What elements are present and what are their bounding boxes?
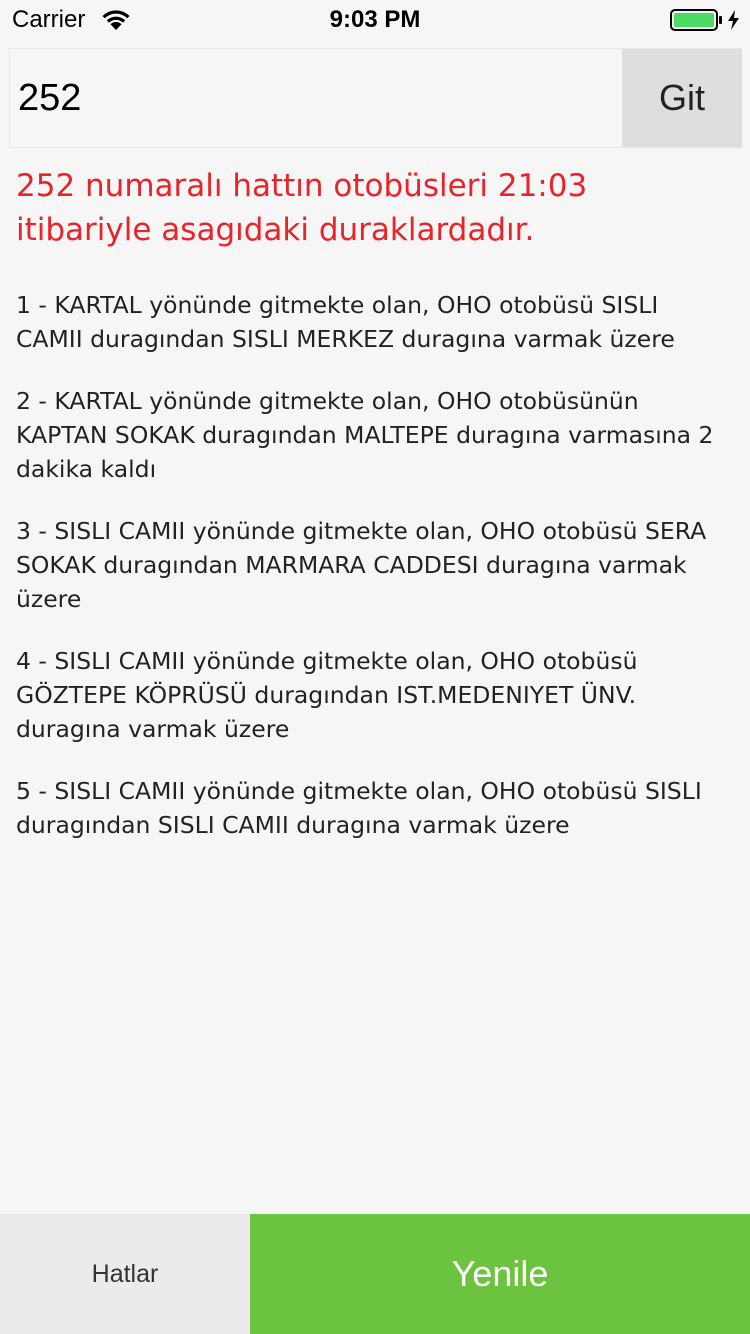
carrier-label: Carrier [12, 6, 86, 33]
clock: 9:03 PM [329, 6, 421, 33]
status-bar [0, 0, 750, 40]
battery-icon [670, 8, 744, 32]
search-bar [9, 48, 742, 148]
bus-location-list [16, 288, 716, 870]
bottom-tab-bar [0, 1214, 750, 1334]
lines-button[interactable]: Hatlar [0, 1214, 250, 1334]
list-item: 2 - KARTAL yönünde gitmekte olan, OHO otobüsünün KAPTAN SOKAK duragından MALTEPE duragına varmasına 2 dakika kaldı [16, 387, 714, 483]
list-item: 5 - SISLI CAMII yönünde gitmekte olan, OHO otobüsü SISLI duragından SISLI CAMII duragına varmak üzere [16, 777, 702, 839]
refresh-button[interactable]: Yenile [250, 1214, 750, 1334]
go-button[interactable]: Git [622, 49, 742, 147]
list-item: 4 - SISLI CAMII yönünde gitmekte olan, OHO otobüsü GÖZTEPE KÖPRÜSÜ duragından IST.MEDENIYET ÜNV. duragına varmak üzere [16, 647, 638, 743]
list-item: 3 - SISLI CAMII yönünde gitmekte olan, OHO otobüsü SERA SOKAK duragından MARMARA CADDESI duragına varmak üzere [16, 517, 707, 613]
list-item: 1 - KARTAL yönünde gitmekte olan, OHO otobüsü SISLI CAMII duragından SISLI MERKEZ duragına varmak üzere [16, 291, 675, 353]
results-headline: 252 numaralı hattın otobüsleri 21:03 itibariyle asagıdaki duraklardadır. [16, 168, 588, 248]
line-number-input[interactable] [10, 49, 622, 147]
